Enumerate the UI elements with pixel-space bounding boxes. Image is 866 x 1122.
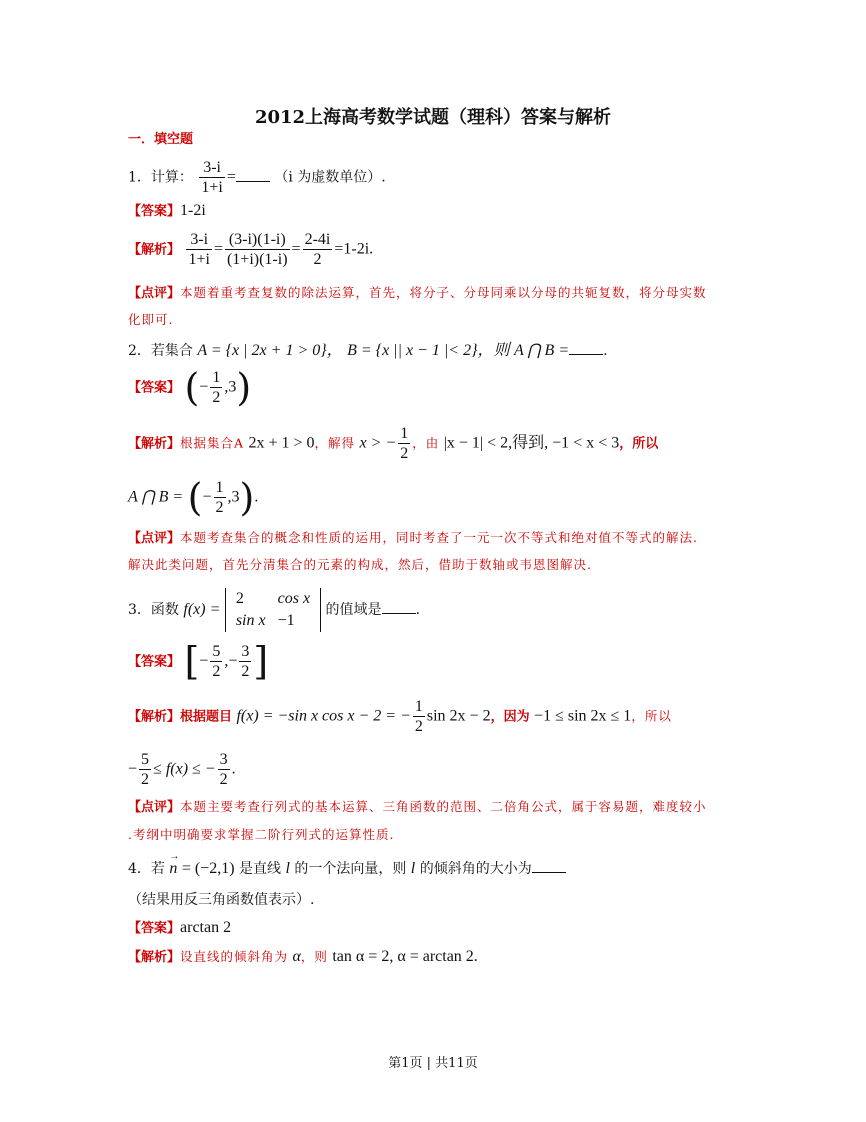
section-heading: 一．填空题 [128, 132, 194, 147]
question-2-comment: 【点评】本题考查集合的概念和性质的运用，同时考查了一元一次不等式和绝对值不等式的解法. [128, 530, 698, 546]
page-title: 2012上海高考数学试题（理科）答案与解析 [254, 107, 612, 128]
document-page: 2012上海高考数学试题（理科）答案与解析 一．填空题 1．计算： $\frac{3-i}{1+i}$ = （i 为虚数单位）. 【答案】1-2i 【解析】 $\frac{3-i}{1+i}$ = $\frac{(3-i)(1-i)}{(1+i)(1-i)}$ = $\frac{2-4i}{2}$ =1-2i. 【点评】本题着重考查复数的除法运算，首先，将分子、分母同乘以分母的共轭复数，将分母实数 化即可. 2．若集合 A = {x | 2x + 1 > 0}， B = {x || x − 1 |< 2}，则 A ⋂ B = . 【答案】 (− $\frac{1}{2}$ ,3) 【解析】根据集合A 2x + 1 > 0，解得 x > − $\frac{1}{2}$ ，由 |x − 1| < 2,得到, −1 < x < 3，所以 A ⋂ B = (− $\frac{1}{2}$ ,3). 【点评】本题考查集合的概念和性质的运用，同时考查了一元一次不等式和绝对值不等式的解法. 解决此类问题，首先分清集合的元素的构成，然后，借助于数轴或韦恩图解决. 3．函数 f(x) = 2 cos x sin x −1 的值域是 . 【答案】 [− $\frac{5}{2}$ ,− $\frac{3}{2}$ ] 【解析】根据题目 f(x) = −sin x cos x − 2 = − $\frac{1}{2}$ sin 2x − 2，因为 −1 ≤ sin 2x ≤ 1，所以 − $\frac{5}{2}$ ≤ f(x) ≤ − $\frac{3}{2}$ . 【点评】本题主要考查行列式的基本运算、三角函数的范围、二倍角公式，属于容易题，难度较小 .考纲中明确要求掌握二阶行列式的运算性质. 4．若 → n = (−2,1) 是直线 l 的一个法向量，则 l 的倾斜角的大小为 （结果用反三角函数值表示）. 【答案】arctan 2 【解析】设直线的倾斜角为 α，则 tan α = 2, α = arctan 2. 第1页 | 共11页 [0, 0, 866, 1122]
question-4-answer: 【答案】arctan 2 [128, 919, 232, 936]
answer-blank [532, 858, 566, 873]
question-2: 2．若集合 A = {x | 2x + 1 > 0}， B = {x || x − 1 |< 2}，则 A ⋂ B = . [128, 342, 608, 359]
question-1-note: （i 为虚数单位）. [274, 169, 386, 186]
question-1-number: 1．计算： [128, 169, 193, 186]
question-3-analysis: 【解析】根据题目 f(x) = −sin x cos x − 2 = − $\frac{1}{2}$ sin 2x − 2，因为 −1 ≤ sin 2x ≤ 1，所以 [128, 698, 672, 735]
question-1-answer: 【答案】1-2i [128, 202, 206, 219]
determinant: 2 cos x sin x −1 [225, 588, 321, 632]
question-1-comment: 【点评】本题着重考查复数的除法运算，首先，将分子、分母同乘以分母的共轭复数，将分母实数 [128, 285, 707, 301]
question-1: 1．计算： $\frac{3-i}{1+i}$ = （i 为虚数单位）. [128, 159, 386, 196]
question-4-analysis: 【解析】设直线的倾斜角为 α，则 tan α = 2, α = arctan 2. [128, 948, 478, 965]
answer-blank [236, 167, 270, 182]
question-3: 3．函数 f(x) = 2 cos x sin x −1 的值域是 . [128, 588, 420, 632]
question-3-comment: 【点评】本题主要考查行列式的基本运算、三角函数的范围、二倍角公式，属于容易题，难度较小 [128, 799, 707, 815]
page-footer: 第1页 | 共11页 [388, 1056, 478, 1071]
question-1-fraction: $\frac{3-i}{1+i}$ [201, 159, 223, 196]
answer-blank [569, 340, 603, 355]
question-3-result: − $\frac{5}{2}$ ≤ f(x) ≤ − $\frac{3}{2}$ . [128, 751, 236, 788]
question-2-answer: 【答案】 (− $\frac{1}{2}$ ,3) [128, 365, 252, 410]
question-3-answer: 【答案】 [− $\frac{5}{2}$ ,− $\frac{3}{2}$ ] [128, 639, 269, 684]
question-2-result: A ⋂ B = (− $\frac{1}{2}$ ,3). [128, 475, 259, 520]
question-4: 4．若 → n = (−2,1) 是直线 l 的一个法向量，则 l 的倾斜角的大小为 [128, 858, 566, 879]
question-2-analysis: 【解析】根据集合A 2x + 1 > 0，解得 x > − $\frac{1}{2}$ ，由 |x − 1| < 2,得到, −1 < x < 3，所以 [128, 425, 659, 462]
answer-blank [382, 599, 416, 614]
question-1-analysis: 【解析】 $\frac{3-i}{1+i}$ = $\frac{(3-i)(1-i)}{(1+i)(1-i)}$ = $\frac{2-4i}{2}$ =1-2i. [128, 231, 374, 268]
